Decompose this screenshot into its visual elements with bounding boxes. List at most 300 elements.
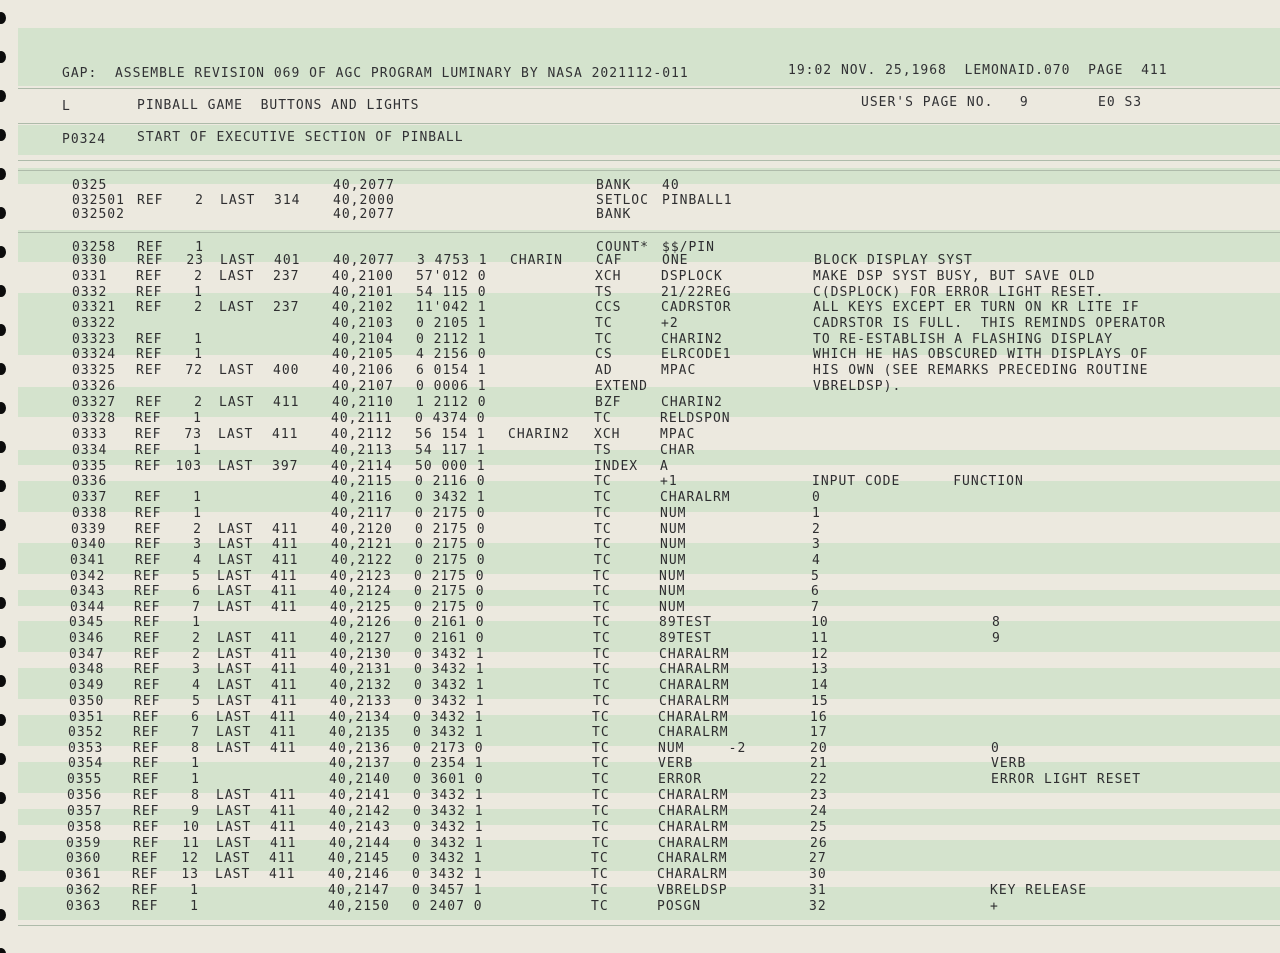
cell-comment: VBRELDSP).: [813, 379, 902, 394]
cell-comment: 1: [812, 506, 821, 521]
feed-hole: [0, 324, 6, 336]
cell-addr: 40,2102: [332, 300, 394, 315]
cell-op: AD: [595, 363, 613, 378]
cell-ref: REF: [137, 240, 164, 255]
cell-count: 6: [192, 584, 201, 599]
header-date-page: 19:02 NOV. 25,1968 LEMONAID.070 PAGE 411: [788, 63, 1168, 78]
cell-tag: CHARIN2: [508, 427, 570, 442]
cell-word: 6 0154 1: [416, 363, 487, 378]
cell-addr: 40,2113: [331, 443, 393, 458]
cell-ref: REF: [134, 600, 161, 615]
cell-word: 0 2112 1: [416, 332, 487, 347]
cell-addr: 40,2105: [332, 347, 394, 362]
cell-word: 54 115 0: [416, 285, 487, 300]
cell-count: 13: [181, 867, 199, 882]
green-band: [18, 809, 1280, 825]
cell-line: 0342: [70, 569, 106, 584]
cell-word: 0 2175 0: [415, 537, 486, 552]
cell-lastnum: 411: [271, 631, 298, 646]
cell-op: TC: [595, 332, 613, 347]
cell-ref: REF: [134, 615, 161, 630]
cell-op: TC: [595, 316, 613, 331]
cell-word: 0 3601 0: [413, 772, 484, 787]
header-subtitle: START OF EXECUTIVE SECTION OF PINBALL: [137, 130, 464, 145]
cell-line: 0330: [72, 253, 108, 268]
cell-lastnum: 411: [270, 820, 297, 835]
cell-last: LAST: [220, 193, 256, 208]
cell-count: 7: [191, 725, 200, 740]
cell-count: 1: [190, 883, 199, 898]
cell-line: 03324: [72, 347, 117, 362]
cell-addr: 40,2143: [329, 820, 391, 835]
cell-comment: 13: [811, 662, 829, 677]
cell-operand: CHARIN2: [661, 395, 723, 410]
cell-comment: 2: [812, 522, 821, 537]
cell-line: 0352: [68, 725, 104, 740]
cell-comment: 4: [812, 553, 821, 568]
cell-addr: 40,2137: [329, 756, 391, 771]
cell-addr: 40,2112: [331, 427, 393, 442]
cell-count: 1: [195, 240, 204, 255]
cell-word: 0 2105 1: [416, 316, 487, 331]
cell-word: 0 2161 0: [414, 631, 485, 646]
cell-lastnum: 411: [270, 804, 297, 819]
cell-addr: 40,2106: [332, 363, 394, 378]
feed-hole: [0, 948, 6, 953]
cell-ref: REF: [133, 820, 160, 835]
feed-hole: [0, 558, 6, 570]
cell-last: LAST: [216, 820, 252, 835]
cell-word: 0 0006 1: [416, 379, 487, 394]
feed-hole: [0, 402, 6, 414]
cell-line: 0362: [66, 883, 102, 898]
cell-word: 0 4374 0: [415, 411, 486, 426]
green-band: [18, 668, 1280, 699]
cell-ref: REF: [136, 347, 163, 362]
cell-lastnum: 411: [271, 584, 298, 599]
cell-operand: CHARALRM: [658, 725, 729, 740]
cell-line: 03323: [72, 332, 117, 347]
cell-lastnum: 401: [274, 253, 301, 268]
cell-ref: REF: [133, 756, 160, 771]
cell-addr: 40,2136: [329, 741, 391, 756]
cell-ref: REF: [135, 427, 162, 442]
cell-count: 1: [193, 411, 202, 426]
cell-count: 4: [192, 678, 201, 693]
cell-addr: 40,2115: [331, 474, 393, 489]
cell-line: 0357: [67, 804, 103, 819]
feed-hole: [0, 675, 6, 687]
cell-code: 9: [992, 631, 1001, 646]
cell-comment: C(DSPLOCK) FOR ERROR LIGHT RESET.: [813, 285, 1105, 300]
cell-ref: REF: [134, 584, 161, 599]
cell-addr: 40,2145: [328, 851, 390, 866]
cell-comment: 7: [811, 600, 820, 615]
cell-op: TC: [593, 600, 611, 615]
band-rule: [18, 160, 1280, 161]
cell-op: TC: [593, 584, 611, 599]
cell-op: TC: [594, 506, 612, 521]
cell-line: 0347: [69, 647, 105, 662]
cell-line: 0349: [69, 678, 105, 693]
cell-comment: 24: [810, 804, 828, 819]
feed-hole: [0, 909, 6, 921]
cell-count: 1: [193, 490, 202, 505]
cell-last: LAST: [217, 662, 253, 677]
cell-comment: 22: [810, 772, 828, 787]
tractor-feed-holes: [0, 0, 14, 953]
cell-comment: 3: [812, 537, 821, 552]
cell-last: LAST: [217, 694, 253, 709]
feed-hole: [0, 636, 6, 648]
cell-lastnum: 411: [272, 537, 299, 552]
header-assemble-line: GAP: ASSEMBLE REVISION 069 OF AGC PROGRAM LUMINARY BY NASA 2021112-011: [62, 66, 689, 81]
cell-comment: BLOCK DISPLAY SYST: [814, 253, 973, 268]
cell-addr: 40,2117: [331, 506, 393, 521]
cell-count: 1: [190, 899, 199, 914]
cell-op: TC: [591, 851, 609, 866]
cell-tag: CHARIN: [510, 253, 563, 268]
cell-op: TC: [593, 678, 611, 693]
cell-line: 0348: [69, 662, 105, 677]
cell-comment: 32: [809, 899, 827, 914]
cell-code: 0: [991, 741, 1000, 756]
cell-addr: 40,2114: [331, 459, 393, 474]
cell-word: 0 2175 0: [414, 584, 485, 599]
cell-operand: NUM: [660, 506, 687, 521]
cell-lastnum: 411: [270, 710, 297, 725]
cell-word: 0 3432 1: [413, 804, 484, 819]
cell-last: LAST: [218, 459, 254, 474]
cell-count: 1: [192, 615, 201, 630]
cell-ref: REF: [132, 867, 159, 882]
cell-word: 56 154 1: [415, 427, 486, 442]
cell-ref: REF: [134, 631, 161, 646]
cell-comment: TO RE-ESTABLISH A FLASHING DISPLAY: [813, 332, 1114, 347]
cell-comment: ALL KEYS EXCEPT ER TURN ON KR LITE IF: [813, 300, 1140, 315]
cell-line: 0336: [72, 474, 108, 489]
cell-op: TC: [594, 553, 612, 568]
cell-word: 0 3432 1: [414, 694, 485, 709]
cell-count: 2: [192, 631, 201, 646]
cell-count: 72: [185, 363, 203, 378]
cell-comment: 12: [811, 647, 829, 662]
cell-addr: 40,2107: [332, 379, 394, 394]
cell-operand: CHARALRM: [658, 710, 729, 725]
cell-word: 11'042 1: [416, 300, 487, 315]
cell-comment: 14: [811, 678, 829, 693]
header-page-id: P0324: [62, 132, 107, 147]
cell-code: KEY RELEASE: [990, 883, 1088, 898]
cell-last: LAST: [217, 600, 253, 615]
cell-ref: REF: [137, 253, 164, 268]
cell-word: 54 117 1: [415, 443, 486, 458]
cell-count: 3: [193, 537, 202, 552]
cell-line: 0325: [72, 178, 108, 193]
cell-op: TC: [592, 756, 610, 771]
cell-addr: 40,2110: [332, 395, 394, 410]
cell-ref: REF: [132, 883, 159, 898]
cell-line: 03258: [72, 240, 117, 255]
cell-count: 1: [193, 443, 202, 458]
cell-op: CAF: [596, 253, 623, 268]
cell-line: 0337: [72, 490, 108, 505]
cell-ref: REF: [135, 443, 162, 458]
cell-line: 0359: [66, 836, 102, 851]
cell-addr: 40,2103: [332, 316, 394, 331]
cell-ref: REF: [135, 553, 162, 568]
cell-lastnum: 237: [273, 300, 300, 315]
cell-addr: 40,2141: [329, 788, 391, 803]
feed-hole: [0, 597, 6, 609]
cell-ref: REF: [134, 694, 161, 709]
cell-comment: HIS OWN (SEE REMARKS PRECEDING ROUTINE: [813, 363, 1149, 378]
cell-count: 1: [193, 506, 202, 521]
cell-operand: ONE: [662, 253, 689, 268]
cell-line: 0351: [69, 710, 105, 725]
cell-comment: 10: [811, 615, 829, 630]
cell-word: 57'012 0: [416, 269, 487, 284]
cell-addr: 40,2133: [330, 694, 392, 709]
cell-addr: 40,2124: [330, 584, 392, 599]
cell-word: 0 2175 0: [415, 522, 486, 537]
cell-count: 10: [182, 820, 200, 835]
cell-last: LAST: [219, 395, 255, 410]
cell-ref: REF: [136, 300, 163, 315]
cell-count: 6: [191, 710, 200, 725]
cell-line: 0334: [72, 443, 108, 458]
cell-word: 3 4753 1: [417, 253, 488, 268]
cell-ref: REF: [134, 662, 161, 677]
cell-op: TC: [594, 490, 612, 505]
cell-count: 8: [191, 788, 200, 803]
cell-ref: REF: [132, 899, 159, 914]
cell-word: 1 2112 0: [416, 395, 487, 410]
cell-lastnum: 411: [269, 851, 296, 866]
feed-hole: [0, 753, 6, 765]
cell-operand: RELDSPON: [660, 411, 731, 426]
cell-operand: NUM: [660, 553, 687, 568]
cell-last: LAST: [220, 253, 256, 268]
cell-ref: REF: [135, 459, 162, 474]
cell-word: 0 3432 1: [413, 725, 484, 740]
cell-line: 0332: [72, 285, 108, 300]
cell-word: 0 3432 1: [413, 710, 484, 725]
cell-op: TC: [593, 694, 611, 709]
cell-comment: 16: [810, 710, 828, 725]
cell-ref: REF: [136, 285, 163, 300]
cell-lastnum: 411: [270, 788, 297, 803]
feed-hole: [0, 246, 6, 258]
cell-operand: CHARALRM: [660, 490, 731, 505]
cell-ref: REF: [135, 522, 162, 537]
feed-hole: [0, 12, 6, 24]
cell-operand: NUM: [660, 522, 687, 537]
cell-operand: +1: [660, 474, 678, 489]
cell-lastnum: 237: [273, 269, 300, 284]
cell-count: 73: [184, 427, 202, 442]
cell-operand: ELRCODE1: [661, 347, 732, 362]
cell-word: 0 2175 0: [414, 569, 485, 584]
cell-lastnum: 411: [271, 694, 298, 709]
cell-word: 0 2175 0: [415, 506, 486, 521]
cell-last: LAST: [217, 584, 253, 599]
cell-comment: 17: [810, 725, 828, 740]
feed-hole: [0, 480, 6, 492]
cell-operand: NUM -2: [658, 741, 747, 756]
cell-line: 0339: [71, 522, 107, 537]
feed-hole: [0, 792, 6, 804]
cell-count: 2: [192, 647, 201, 662]
cell-op: TC: [592, 725, 610, 740]
green-band: [18, 543, 1280, 574]
cell-operand: NUM: [659, 569, 686, 584]
cell-op: TC: [592, 710, 610, 725]
cell-count: 5: [192, 694, 201, 709]
cell-op: TC: [593, 662, 611, 677]
cell-word: 0 3432 1: [414, 662, 485, 677]
cell-line: 0343: [70, 584, 106, 599]
cell-lastnum: 411: [270, 741, 297, 756]
cell-addr: 40,2125: [330, 600, 392, 615]
cell-word: 0 2407 0: [412, 899, 483, 914]
cell-addr: 40,2132: [330, 678, 392, 693]
cell-operand: 21/22REG: [661, 285, 732, 300]
cell-op: TC: [593, 631, 611, 646]
cell-line: 03325: [72, 363, 117, 378]
cell-addr: 40,2116: [331, 490, 393, 505]
cell-last: LAST: [216, 725, 252, 740]
cell-op: BANK: [596, 207, 632, 222]
cell-operand: $$/PIN: [662, 240, 715, 255]
cell-word: 0 3457 1: [412, 883, 483, 898]
cell-op: INDEX: [594, 459, 639, 474]
cell-operand: CHARALRM: [657, 867, 728, 882]
cell-lastnum: 411: [271, 662, 298, 677]
cell-last: LAST: [219, 269, 255, 284]
cell-ref: REF: [133, 710, 160, 725]
cell-line: 03326: [72, 379, 117, 394]
cell-operand: NUM: [659, 600, 686, 615]
cell-addr: 40,2146: [328, 867, 390, 882]
band-rule: [18, 170, 1280, 171]
green-band: [18, 840, 1280, 871]
cell-lastnum: 411: [271, 569, 298, 584]
cell-last: LAST: [217, 631, 253, 646]
cell-comment: CADRSTOR IS FULL. THIS REMINDS OPERATOR: [813, 316, 1167, 331]
cell-ref: REF: [136, 395, 163, 410]
cell-word: 0 3432 1: [412, 851, 483, 866]
cell-ref: REF: [133, 804, 160, 819]
cell-addr: 40,2140: [329, 772, 391, 787]
cell-op: TC: [591, 883, 609, 898]
cell-comment: 0: [812, 490, 821, 505]
cell-count: 9: [191, 804, 200, 819]
cell-ref: REF: [136, 269, 163, 284]
cell-last: LAST: [216, 741, 252, 756]
cell-operand: CHARALRM: [659, 662, 730, 677]
cell-ref: REF: [133, 836, 160, 851]
cell-line: 0338: [72, 506, 108, 521]
cell-line: 0360: [66, 851, 102, 866]
cell-count: 2: [195, 193, 204, 208]
cell-addr: 40,2130: [330, 647, 392, 662]
cell-operand: 40: [662, 178, 680, 193]
cell-count: 12: [181, 851, 199, 866]
cell-operand: DSPLOCK: [661, 269, 723, 284]
cell-word: 0 2175 0: [414, 600, 485, 615]
green-band: [18, 590, 1280, 606]
cell-lastnum: 411: [271, 600, 298, 615]
cell-op: TC: [591, 867, 609, 882]
cell-lastnum: 314: [274, 193, 301, 208]
cell-comment: 20: [810, 741, 828, 756]
cell-operand: VERB: [658, 756, 694, 771]
cell-count: 5: [192, 569, 201, 584]
band-rule: [18, 123, 1280, 124]
cell-ref: REF: [133, 772, 160, 787]
cell-addr: 40,2121: [331, 537, 393, 552]
feed-hole: [0, 207, 6, 219]
cell-operand: CHARALRM: [657, 851, 728, 866]
cell-op: TC: [594, 411, 612, 426]
cell-count: 2: [193, 522, 202, 537]
cell-addr: 40,2111: [331, 411, 393, 426]
cell-op: EXTEND: [595, 379, 648, 394]
cell-addr: 40,2131: [330, 662, 392, 677]
cell-comment: 21: [810, 756, 828, 771]
cell-op: TC: [592, 788, 610, 803]
green-band: [18, 715, 1280, 746]
cell-addr: 40,2134: [329, 710, 391, 725]
cell-count: 7: [192, 600, 201, 615]
cell-line: 03327: [72, 395, 117, 410]
cell-line: 0335: [72, 459, 108, 474]
cell-comment: 11: [811, 631, 829, 646]
cell-lastnum: 397: [272, 459, 299, 474]
cell-addr: 40,2101: [332, 285, 394, 300]
cell-operand: POSGN: [657, 899, 702, 914]
cell-line: 0333: [72, 427, 108, 442]
cell-addr: 40,2100: [332, 269, 394, 284]
cell-op: TC: [594, 474, 612, 489]
feed-hole: [0, 441, 6, 453]
cell-operand: MPAC: [661, 363, 697, 378]
cell-ref: REF: [137, 193, 164, 208]
cell-comment: 6: [811, 584, 820, 599]
cell-ref: REF: [135, 506, 162, 521]
cell-lastnum: 411: [273, 395, 300, 410]
cell-op: TC: [593, 647, 611, 662]
cell-lastnum: 400: [273, 363, 300, 378]
cell-lastnum: 411: [270, 725, 297, 740]
cell-word: 0 2173 0: [413, 741, 484, 756]
cell-line: 0350: [69, 694, 105, 709]
cell-op: TC: [594, 537, 612, 552]
cell-line: 03321: [72, 300, 117, 315]
green-band: [18, 481, 1280, 512]
cell-comment: INPUT CODE FUNCTION: [812, 474, 1024, 489]
cell-count: 11: [182, 836, 200, 851]
cell-last: LAST: [217, 569, 253, 584]
cell-lastnum: 411: [271, 647, 298, 662]
cell-count: 8: [191, 741, 200, 756]
cell-operand: 89TEST: [659, 631, 712, 646]
feed-hole: [0, 51, 6, 63]
cell-line: 032502: [72, 207, 125, 222]
band-rule: [18, 88, 1280, 89]
cell-op: BANK: [596, 178, 632, 193]
